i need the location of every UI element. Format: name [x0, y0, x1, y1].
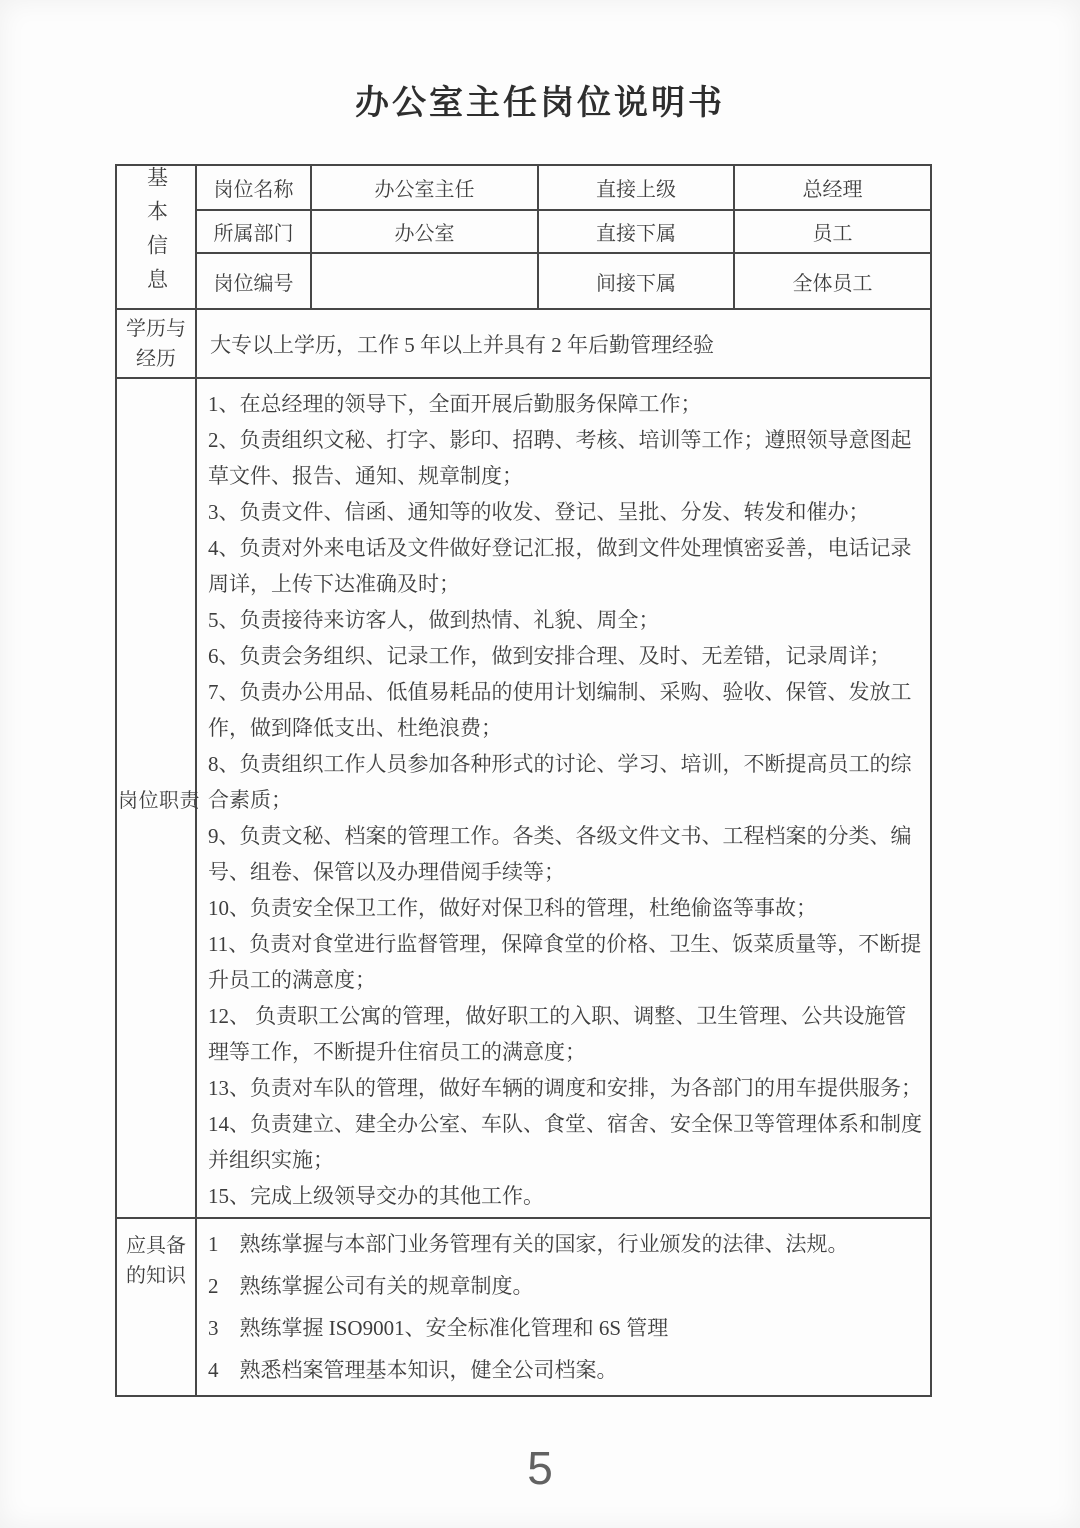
education-label-text: 学历与经历: [126, 317, 186, 370]
responsibility-item: 10、负责安全保卫工作，做好对保卫科的管理，杜绝偷盗等事故；: [208, 896, 817, 920]
value-direct-subordinates: 员工: [734, 210, 931, 253]
basic-info-row-2: [116, 210, 931, 253]
knowledge-list: [196, 1218, 931, 1396]
section-label-knowledge: [116, 1218, 196, 1396]
field-position-number: 岗位编号: [196, 253, 311, 309]
value-department: 办公室: [311, 210, 538, 253]
responsibility-item: 6、负责会务组织、记录工作，做到安排合理、及时、无差错，记录周详；: [208, 644, 891, 668]
responsibility-item: 1、在总经理的领导下，全面开展后勤服务保障工作；: [208, 392, 702, 416]
responsibility-item: 7、负责办公用品、低值易耗品的使用计划编制、采购、验收、保管、发放工作，做到降低支出、杜绝浪费；: [208, 680, 912, 740]
field-indirect-subordinates: 间接下属: [538, 253, 734, 309]
value-indirect-subordinates: 全体员工: [734, 253, 931, 309]
basic-info-row-3: [116, 253, 931, 309]
responsibility-item: 9、负责文秘、档案的管理工作。各类、各级文件文书、工程档案的分类、编号、组卷、保管以及办理借阅手续等；: [208, 824, 912, 884]
field-direct-subordinates: 直接下属: [538, 210, 734, 253]
responsibility-item: 4、负责对外来电话及文件做好登记汇报，做到文件处理慎密妥善，电话记录周详，上传下达准确及时；: [208, 536, 912, 596]
knowledge-item: 3 熟练掌握 ISO9001、安全标准化管理和 6S 管理: [208, 1316, 669, 1340]
section-label-responsibilities: 岗位职责: [116, 378, 196, 1218]
responsibility-item: 13、负责对车队的管理，做好车辆的调度和安排，为各部门的用车提供服务；: [208, 1076, 922, 1100]
value-position-number: [311, 253, 538, 309]
knowledge-item: 2 熟练掌握公司有关的规章制度。: [208, 1274, 534, 1298]
education-text: 大专以上学历，工作 5 年以上并具有 2 年后勤管理经验: [196, 309, 931, 378]
page-title: 办公室主任岗位说明书: [355, 85, 725, 122]
basic-info-vertical-label: 基本信息: [144, 166, 169, 302]
responsibility-item: 3、负责文件、信函、通知等的收发、登记、呈批、分发、转发和催办；: [208, 500, 870, 524]
responsibility-item: 8、负责组织工作人员参加各种形式的讨论、学习、培训，不断提高员工的综合素质；: [208, 752, 912, 812]
basic-info-row-1: [116, 165, 931, 210]
education-row: [116, 309, 931, 378]
responsibility-item: 12、 负责职工公寓的管理，做好职工的入职、调整、卫生管理、公共设施管理等工作，不断提升住宿员工的满意度；: [208, 1004, 907, 1064]
knowledge-item: 4 熟悉档案管理基本知识，健全公司档案。: [208, 1358, 618, 1382]
field-position-name: 岗位名称: [196, 165, 311, 210]
section-label-basic-info: [116, 165, 196, 309]
knowledge-label-text: 应具备的知识: [126, 1235, 186, 1287]
value-position-name: 办公室主任: [311, 165, 538, 210]
field-direct-superior: 直接上级: [538, 165, 734, 210]
page-number: 5: [527, 1442, 553, 1494]
knowledge-item: 1 熟练掌握与本部门业务管理有关的国家，行业颁发的法律、法规。: [208, 1232, 849, 1256]
responsibility-item: 14、负责建立、建全办公室、车队、食堂、宿舍、安全保卫等管理体系和制度并组织实施；: [208, 1112, 922, 1172]
responsibilities-row: [116, 378, 931, 1218]
responsibility-item: 11、负责对食堂进行监督管理，保障食堂的价格、卫生、饭菜质量等，不断提升员工的满意度；: [208, 932, 922, 992]
field-department: 所属部门: [196, 210, 311, 253]
knowledge-row: [116, 1218, 931, 1396]
responsibility-item: 5、负责接待来访客人，做到热情、礼貌、周全；: [208, 608, 660, 632]
responsibility-item: 15、完成上级领导交办的其他工作。: [208, 1184, 544, 1208]
responsibilities-list: [196, 378, 931, 1218]
value-direct-superior: 总经理: [734, 165, 931, 210]
section-label-education: [116, 309, 196, 378]
responsibility-item: 2、负责组织文秘、打字、影印、招聘、考核、培训等工作；遵照领导意图起草文件、报告、通知、规章制度；: [208, 428, 912, 488]
job-description-table: [115, 164, 932, 1397]
